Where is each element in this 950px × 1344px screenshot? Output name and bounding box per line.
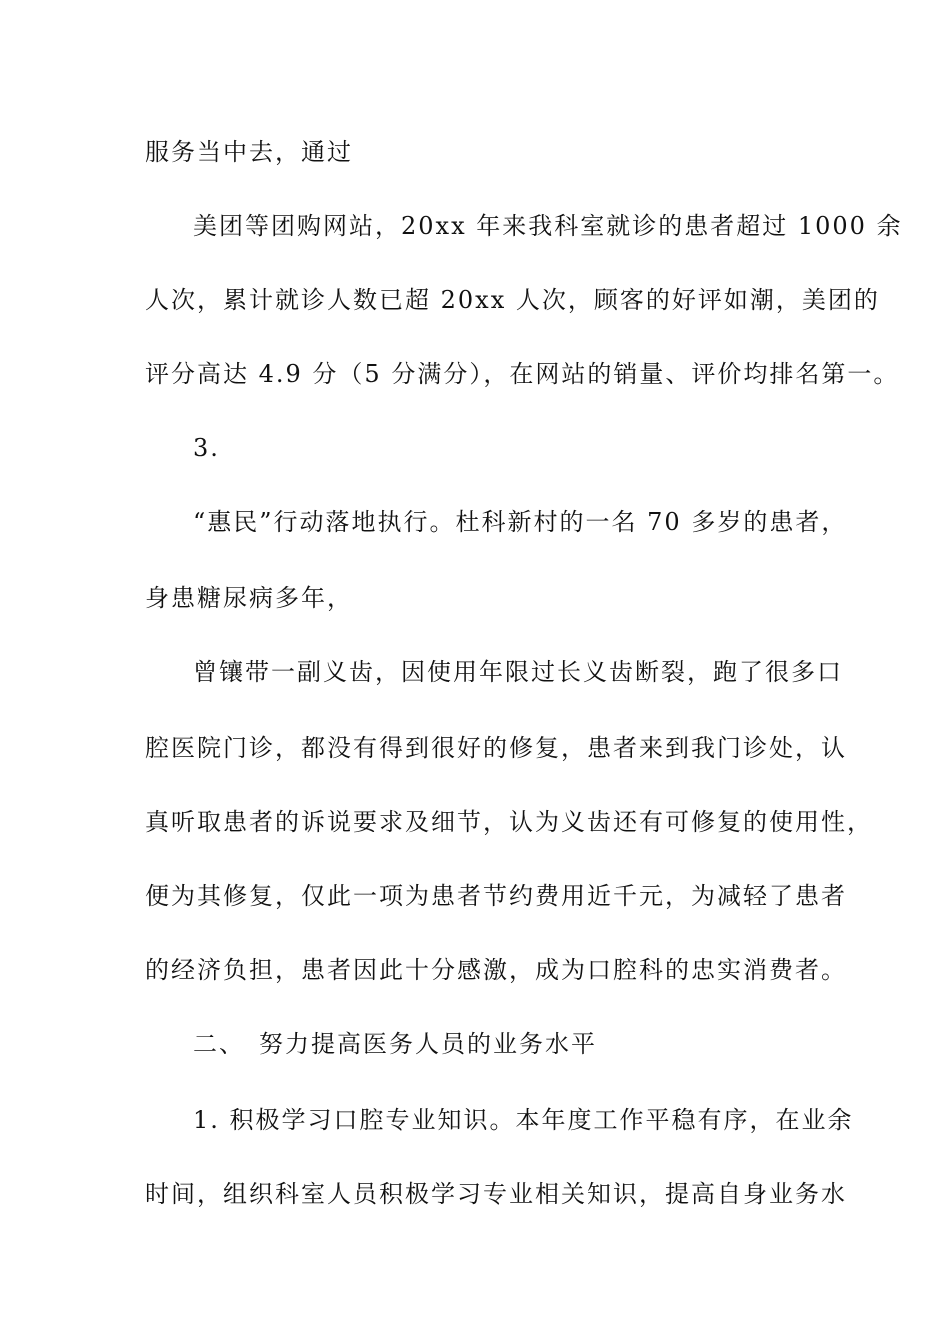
text-line: 服务当中去，通过 [145, 138, 353, 166]
text-line: 美团等团购网站，20xx 年来我科室就诊的患者超过 1000 余 [193, 212, 903, 240]
text-line: 曾镶带一副义齿，因使用年限过长义齿断裂，跑了很多口 [193, 658, 843, 686]
text-line: 便为其修复，仅此一项为患者节约费用近千元，为减轻了患者 [145, 882, 847, 910]
section-heading: 二、 努力提高医务人员的业务水平 [193, 1030, 597, 1058]
text-line: “惠民”行动落地执行。杜科新村的一名 70 多岁的患者， [193, 508, 848, 536]
text-line: 3. [193, 434, 220, 462]
text-line: 真听取患者的诉说要求及细节，认为义齿还有可修复的使用性， [145, 808, 873, 836]
text-line: 腔医院门诊，都没有得到很好的修复，患者来到我门诊处，认 [145, 734, 847, 762]
text-line: 的经济负担，患者因此十分感激，成为口腔科的忠实消费者。 [145, 956, 847, 984]
text-line: 评分高达 4.9 分（5 分满分），在网站的销量、评价均排名第一。 [145, 360, 900, 388]
text-line: 1. 积极学习口腔专业知识。本年度工作平稳有序，在业余 [193, 1106, 854, 1134]
text-line: 时间，组织科室人员积极学习专业相关知识，提高自身业务水 [145, 1180, 847, 1208]
text-line: 人次，累计就诊人数已超 20xx 人次，顾客的好评如潮，美团的 [145, 286, 880, 314]
text-line: 身患糖尿病多年， [145, 584, 353, 612]
